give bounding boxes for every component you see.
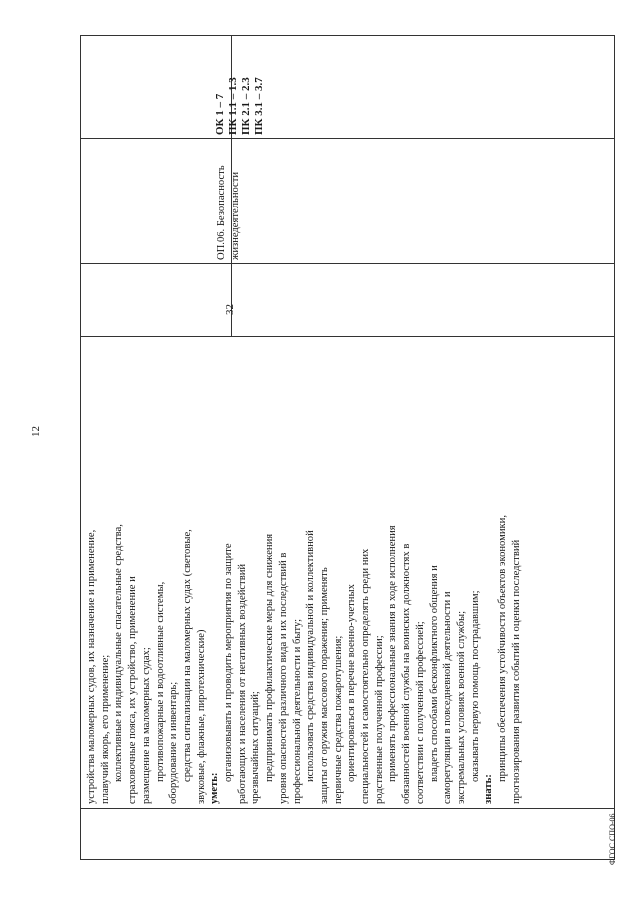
requirement-line: страховочные пояса, их устройство, применение и	[127, 576, 139, 804]
requirement-line: обязанностей военной службы на воинских должностях в	[401, 543, 413, 804]
discipline-cell: ОП.06. Безопасность жизнедеятельности	[216, 165, 241, 260]
table-column-divider	[81, 263, 614, 264]
requirement-line: организовывать и проводить мероприятия по защите	[223, 543, 235, 782]
requirement-line: уровня опасностей различного вида и их последствий в	[277, 552, 289, 804]
competence-code: ПК 3.1 – 3.7	[253, 77, 265, 135]
table-column-divider	[81, 138, 614, 139]
requirement-line: соответствии с полученной профессией;	[414, 621, 426, 804]
requirement-line: коллективные и индивидуальные спасательные средства,	[113, 524, 125, 782]
requirement-line: профессиональной деятельности и быту;	[291, 618, 303, 804]
requirement-line: саморегуляции в повседневной деятельности и	[442, 591, 454, 804]
competence-code: ОК 1 – 7	[214, 93, 226, 135]
requirement-line: владеть способами бесконфликтного общения и	[428, 565, 440, 782]
competence-code: ПК 1.1 – 1.3	[227, 77, 239, 135]
requirement-line: противопожарные и водоотливные системы,	[154, 581, 166, 782]
competences-cell	[214, 35, 266, 135]
requirement-line: знать:	[483, 774, 495, 804]
page-number: 12	[30, 426, 42, 437]
curriculum-table	[80, 35, 615, 860]
requirement-line: оборудование и инвентарь;	[168, 681, 180, 804]
requirement-line: средства сигнализации на маломерных судах (световые,	[181, 529, 193, 782]
requirement-line: чрезвычайных ситуаций;	[250, 691, 262, 804]
requirement-line: первичные средства пожаротушения;	[332, 635, 344, 804]
requirement-line: прогнозирования развития событий и оценки последствий	[510, 539, 522, 804]
requirement-line: принципы обеспечения устойчивости объектов экономики,	[497, 515, 509, 782]
requirement-line: размещение на маломерных судах;	[140, 647, 152, 804]
requirement-line: работающих и населения от негативных воздействий	[236, 563, 248, 804]
competence-code: ПК 2.1 – 2.3	[240, 77, 252, 135]
requirement-line: специальностей и самостоятельно определять среди них	[360, 548, 372, 804]
requirements-cell	[85, 339, 524, 804]
requirement-line: экстремальных условиях военной службы;	[455, 610, 467, 804]
requirement-line: применять профессиональные знания в ходе исполнения	[387, 525, 399, 782]
requirement-line: плавучий якорь, его применение;	[99, 654, 111, 804]
table-column-divider	[81, 808, 614, 809]
requirement-line: устройства маломерных судов, их назначение и применение,	[86, 529, 97, 804]
requirement-line: родственные полученной профессии;	[373, 635, 385, 804]
requirement-line: использовать средства индивидуальной и коллективной	[305, 530, 317, 782]
requirement-line: предпринимать профилактические меры для снижения	[264, 533, 276, 782]
hours-cell: 32	[224, 304, 236, 315]
table-column-divider	[81, 336, 614, 337]
document-footer: ФГОС СПО-06	[608, 813, 617, 865]
requirement-line: оказывать первую помощь пострадавшим;	[469, 590, 481, 782]
requirement-line: ориентироваться в перечне военно-учетных	[346, 584, 358, 782]
requirement-line: уметь:	[209, 772, 221, 804]
requirement-line: звуковые, флажные, пиротехнические)	[195, 629, 207, 804]
requirement-line: защиты от оружия массового поражения; применять	[318, 567, 330, 804]
